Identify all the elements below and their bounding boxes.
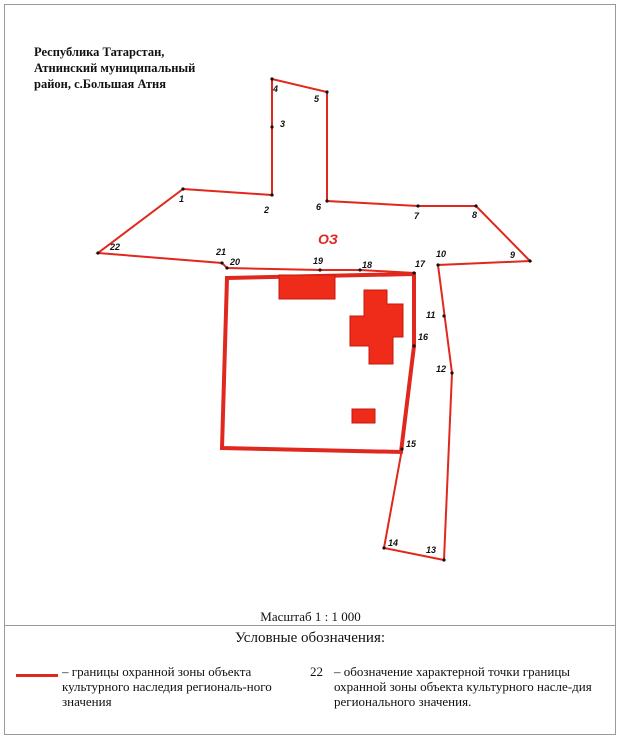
legend-boundary-swatch [16, 674, 58, 677]
point-label-6: 6 [316, 202, 322, 212]
header-line-1: Республика Татарстан, [34, 45, 165, 59]
point-marker-3 [270, 125, 273, 128]
point-marker-9 [528, 259, 531, 262]
zone-label: ОЗ [318, 231, 338, 247]
legend-point-number: 22 [310, 664, 323, 679]
point-marker-2 [270, 193, 273, 196]
point-label-9: 9 [510, 250, 516, 260]
point-label-8: 8 [472, 210, 478, 220]
scale-label: Масштаб 1 : 1 000 [260, 609, 361, 624]
point-marker-11 [442, 314, 445, 317]
point-marker-19 [318, 268, 321, 271]
point-label-22: 22 [110, 242, 121, 252]
point-label-19: 19 [313, 256, 324, 266]
point-label-1: 1 [179, 194, 185, 204]
point-marker-1 [181, 187, 184, 190]
point-marker-15 [400, 447, 403, 450]
point-label-18: 18 [362, 260, 373, 270]
legend-title: Условные обозначения: [234, 630, 386, 646]
legend [4, 625, 616, 735]
point-marker-10 [436, 263, 439, 266]
buildings [279, 275, 403, 423]
point-label-10: 10 [436, 249, 447, 259]
point-labels [109, 84, 515, 555]
point-marker-13 [442, 558, 445, 561]
building-north [279, 275, 335, 299]
point-marker-21 [220, 261, 223, 264]
building-small [352, 409, 375, 423]
point-label-2: 2 [264, 205, 270, 215]
point-marker-7 [416, 204, 419, 207]
point-marker-16 [412, 344, 415, 347]
point-marker-20 [225, 266, 228, 269]
point-markers [96, 77, 531, 561]
point-label-13: 13 [426, 545, 437, 555]
point-marker-4 [270, 77, 273, 80]
point-label-11: 11 [426, 310, 436, 320]
header-line-2: Атнинский муниципальный [34, 61, 196, 75]
building-main [350, 290, 403, 364]
point-marker-22 [96, 251, 99, 254]
point-label-4: 4 [273, 84, 279, 94]
point-label-16: 16 [418, 332, 429, 342]
point-marker-14 [382, 546, 385, 549]
point-label-7: 7 [414, 211, 420, 221]
point-label-20: 20 [230, 257, 241, 267]
point-label-17: 17 [415, 259, 426, 269]
legend-boundary-text: – границы охранной зоны объекта культурного наследия региональ-ного значения [62, 664, 272, 709]
point-label-12: 12 [436, 364, 447, 374]
point-label-5: 5 [314, 94, 320, 104]
point-label-14: 14 [388, 538, 399, 548]
point-marker-8 [474, 204, 477, 207]
protection-zone-boundary [98, 79, 530, 560]
point-marker-6 [325, 199, 328, 202]
point-marker-17 [412, 271, 415, 274]
point-label-15: 15 [406, 439, 417, 449]
legend-point-text: – обозначение характерной точки границы охранной зоны объекта культурного насле-дия регионального значения. [334, 664, 592, 709]
point-marker-5 [325, 90, 328, 93]
point-label-21: 21 [216, 247, 227, 257]
header-line-3: район, с.Большая Атня [34, 77, 166, 91]
point-label-3: 3 [280, 119, 286, 129]
point-marker-12 [450, 371, 453, 374]
